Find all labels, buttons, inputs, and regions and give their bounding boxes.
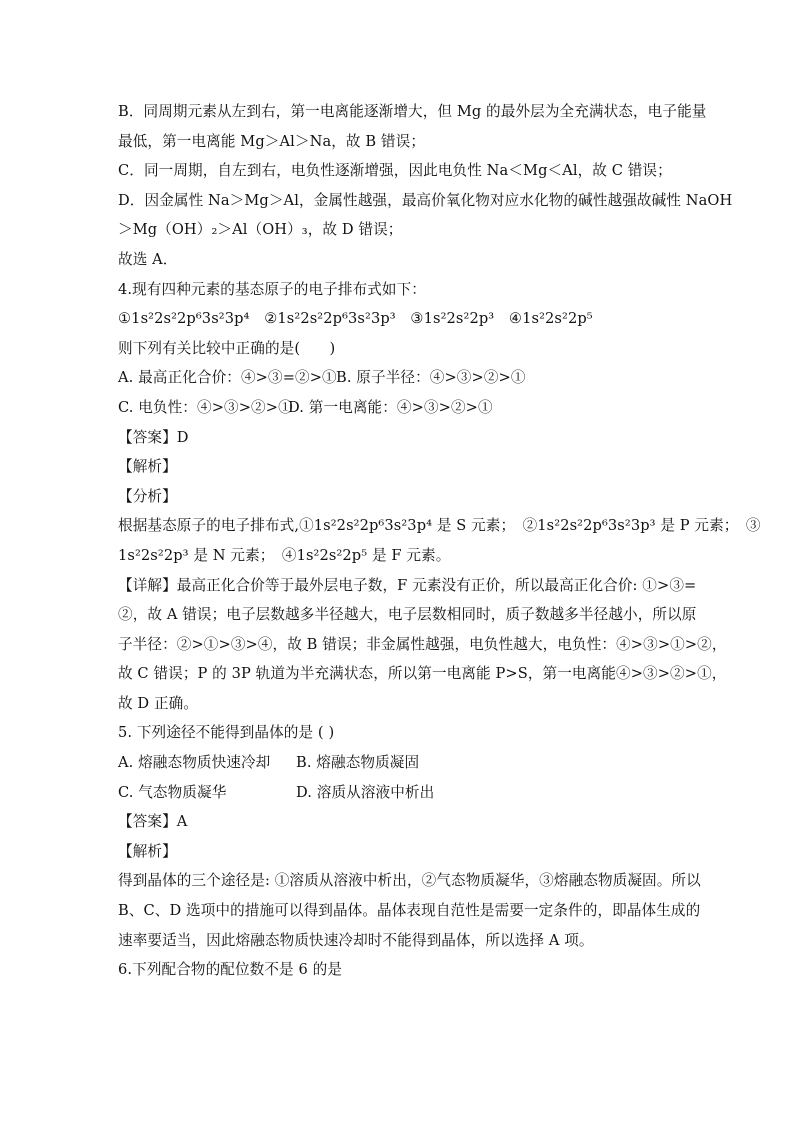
- text-line: 子半径：②>①>③>④，故 B 错误；非金属性越强，电负性越大，电负性：④>③>①>②，: [118, 635, 727, 653]
- text-line: 故选 A．: [118, 250, 178, 268]
- question-5-stem: 5. 下列途径不能得到晶体的是 ( ): [118, 724, 335, 742]
- analysis-label: 【解析】: [118, 842, 177, 860]
- options-row: [118, 393, 678, 423]
- text-line: ＞Mg（OH）₂＞Al（OH）₃，故 D 错误；: [118, 221, 403, 239]
- answer-label: 【答案】A: [118, 813, 188, 831]
- option-b: B. 原子半径：④>③>②>①: [336, 369, 526, 387]
- text-line: 最低，第一电离能 Mg＞Al＞Na，故 B 错误；: [118, 132, 426, 150]
- question-4-prompt: 则下列有关比较中正确的是( ): [118, 339, 336, 357]
- document-page: [118, 97, 761, 985]
- option-c: C. 气态物质凝华: [118, 783, 227, 801]
- analysis-label: 【解析】: [118, 458, 177, 476]
- options-row: [118, 778, 678, 808]
- option-d: D. 溶质从溶液中析出: [296, 783, 435, 801]
- text-line: B、C、D 选项中的措施可以得到晶体。晶体表现自范性是需要一定条件的，即晶体生成的: [118, 902, 701, 920]
- text-line: 根据基态原子的电子排布式,①1s²2s²2p⁶3s²3p⁴ 是 S 元素； ②1s²2s²2p⁶3s²3p³ 是 P 元素； ③: [118, 517, 761, 535]
- answer-label: 【答案】D: [118, 428, 189, 446]
- text-line: 速率要适当，因此熔融态物质快速冷却时不能得到晶体，所以选择 A 项。: [118, 931, 594, 949]
- text-line: ②，故 A 错误；电子层数越多半径越大，电子层数相同时，质子数越多半径越小，所以原: [118, 606, 697, 624]
- text-line: 故 D 正确。: [118, 694, 199, 712]
- text-line: 得到晶体的三个途径是: ①溶质从溶液中析出，②气态物质凝华，③熔融态物质凝固。所以: [118, 872, 701, 890]
- text-line: 【详解】最高正化合价等于最外层电子数，F 元素没有正价，所以最高正化合价: ①>③=: [118, 576, 697, 594]
- text-line: 1s²2s²2p³ 是 N 元素； ④1s²2s²2p⁵ 是 F 元素。: [118, 546, 451, 564]
- analysis-sub-label: 【分析】: [118, 487, 177, 505]
- text-line: 故 C 错误；P 的 3P 轨道为半充满状态，所以第一电离能 P>S，第一电离能④>③>②>①，: [118, 665, 727, 683]
- option-d: D. 第一电离能：④>③>②>①: [288, 398, 493, 416]
- text-line: B．同周期元素从左到右，第一电离能逐渐增大，但 Mg 的最外层为全充满状态，电子能量: [118, 103, 707, 120]
- text-line: D．因金属性 Na＞Mg＞Al，金属性越强，最高价氧化物对应水化物的碱性越强故碱性 NaOH: [118, 191, 733, 209]
- options-row: [118, 748, 678, 778]
- option-b: B. 熔融态物质凝固: [296, 754, 420, 772]
- electron-configurations: ①1s²2s²2p⁶3s²3p⁴ ②1s²2s²2p⁶3s²3p³ ③1s²2s²2p³ ④1s²2s²2p⁵: [118, 310, 593, 328]
- options-row: [118, 363, 678, 393]
- option-a: A. 熔融态物质快速冷却: [118, 754, 271, 772]
- question-4-stem: 4.现有四种元素的基态原子的电子排布式如下：: [118, 280, 427, 298]
- text-line: C．同一周期，自左到右，电负性逐渐增强，因此电负性 Na＜Mg＜Al，故 C 错误；: [118, 162, 672, 180]
- option-a: A. 最高正化合价：④>③=②>①: [118, 369, 337, 387]
- question-6-stem: 6.下列配合物的配位数不是 6 的是: [118, 961, 343, 979]
- option-c: C. 电负性：④>③>②>①: [118, 398, 293, 416]
